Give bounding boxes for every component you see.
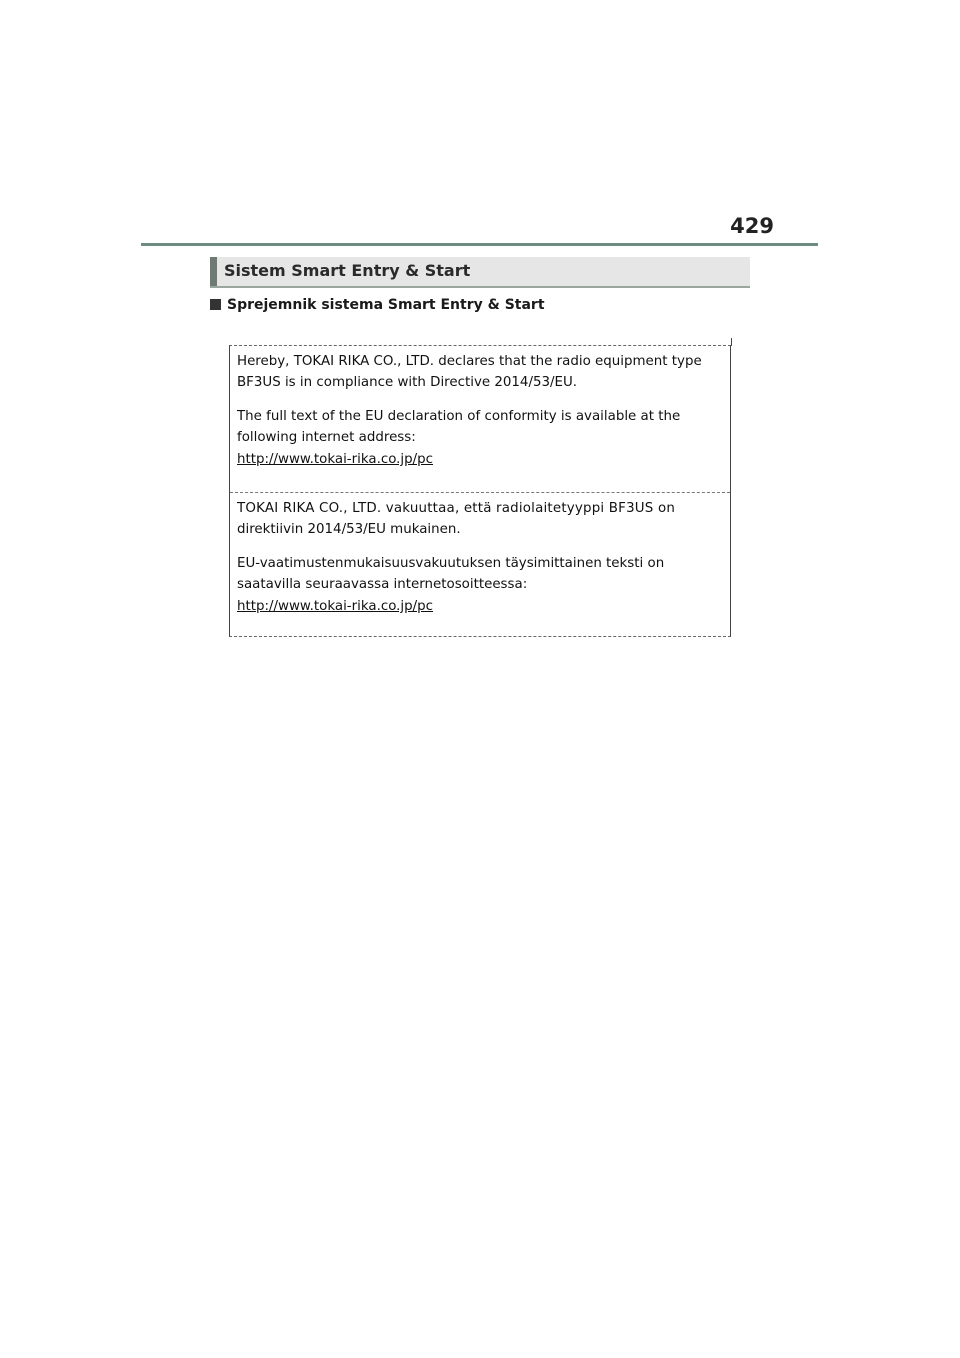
declaration-finnish: [237, 498, 720, 617]
finnish-line-3: EU-vaatimustenmukaisuusvakuutuksen täysimittainen teksti on: [237, 556, 665, 571]
subsection-heading: [210, 297, 545, 313]
header-rule: [141, 243, 818, 246]
language-divider: [230, 492, 730, 493]
finnish-line-1: TOKAI RIKA CO., LTD. vakuuttaa, että radiolaitetyyppi BF3US on: [237, 501, 676, 516]
section-title: Sistem Smart Entry & Start: [224, 261, 471, 280]
corner-tick: [731, 338, 732, 346]
section-accent-bar: [210, 257, 217, 286]
page-number: 429: [730, 214, 774, 238]
declaration-box: [229, 345, 731, 637]
finnish-line-4: saatavilla seuraavassa internetosoitteessa:: [237, 577, 528, 592]
english-line-1: Hereby, TOKAI RIKA CO., LTD. declares that the radio equipment type: [237, 354, 702, 369]
black-square-bullet-icon: [210, 299, 221, 310]
english-line-4: following internet address:: [237, 430, 416, 445]
english-line-2: BF3US is in compliance with Directive 2014/53/EU.: [237, 375, 578, 390]
finnish-url-link[interactable]: http://www.tokai-rika.co.jp/pc: [237, 599, 434, 614]
english-url-link[interactable]: http://www.tokai-rika.co.jp/pc: [237, 452, 434, 467]
declaration-english: [237, 351, 720, 470]
finnish-line-2: direktiivin 2014/53/EU mukainen.: [237, 522, 461, 537]
subsection-title: Sprejemnik sistema Smart Entry & Start: [227, 297, 545, 313]
section-header: [210, 257, 750, 288]
english-line-3: The full text of the EU declaration of conformity is available at the: [237, 409, 681, 424]
